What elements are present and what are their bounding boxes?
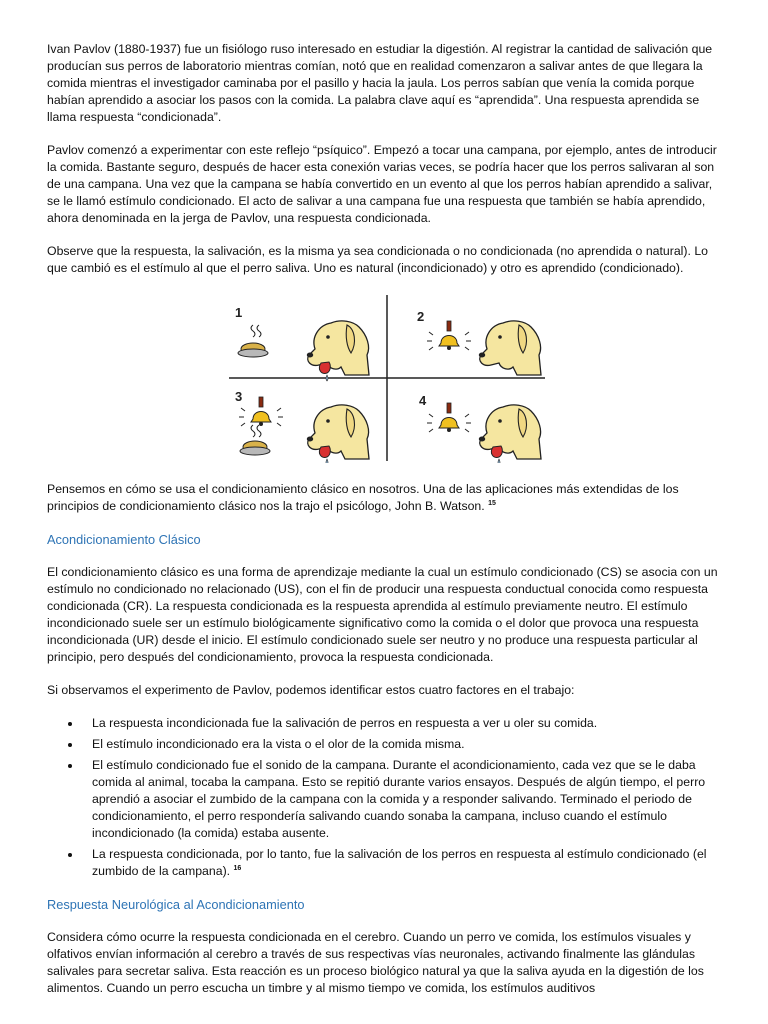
bell-icon <box>239 397 283 426</box>
pavlov-conditioning-illustration <box>229 293 545 463</box>
panel-number-2: 2 <box>417 309 425 324</box>
panel-number-4: 4 <box>419 393 427 408</box>
list-item: La respuesta incondicionada fue la salivación de perros en respuesta a ver u oler su comida. <box>92 715 725 732</box>
saliva-drop-icon <box>491 446 502 463</box>
paragraph-watson: Pensemos en cómo se usa el condicionamiento clásico en nosotros. Una de las aplicaciones más extendidas de los principios de condicionamiento clásico nos la trajo el psicólogo, John B. Watson. $^{15}$ <box>47 482 679 513</box>
panel-number-1: 1 <box>235 305 243 320</box>
pavlov-figure <box>47 293 725 463</box>
paragraph-neurological: Considera cómo ocurre la respuesta condicionada en el cerebro. Cuando un perro ve comida, los estímulos visuales y olfativos envían información al cerebro a través de sus respectivas vías neuronales, activando finalmente las glándulas salivales para secretar saliva. Esta reacción es un proceso biológico natural ya que la saliva ayuda en la digestión de los alimentos. Cuando un perro escucha un timbre y al mismo tiempo ve comida, los estímulos auditivos <box>47 930 704 995</box>
heading-acondicionamiento-clasico: Acondicionamiento Clásico <box>47 532 201 547</box>
dog-icon <box>307 321 369 375</box>
footnote-ref-15[interactable]: 15 <box>488 499 496 507</box>
list-item: El estímulo condicionado fue el sonido de la campana. Durante el acondicionamiento, cada vez que se le daba comida al animal, tocaba la campana. Esto se repitió durante varios ensayos. Después de algún tiempo, el perro aprendió a asociar el zumbido de la campana con la comida y a responder salivando. Terminado el periodo de condicionamiento, el perro respondería salivando cuando sonaba la campana, incluso cuando el estímulo incondicionado (la comida) estaba ausente. <box>92 757 725 842</box>
smell-lines-icon <box>251 325 261 337</box>
food-bowl-icon <box>238 343 268 357</box>
dog-icon <box>307 405 369 459</box>
document-body <box>47 41 725 1013</box>
dog-icon <box>479 321 541 375</box>
footnote-ref-16[interactable]: 16 <box>233 864 242 872</box>
paragraph-four-factors: Si observamos el experimento de Pavlov, podemos identificar estos cuatro factores en el trabajo: <box>47 683 575 697</box>
list-item: El estímulo incondicionado era la vista o el olor de la comida misma. <box>92 736 725 753</box>
bell-icon <box>427 403 471 432</box>
factors-list <box>47 715 725 880</box>
paragraph-classical-definition: El condicionamiento clásico es una forma de aprendizaje mediante la cual un estímulo condicionado (CS) se asocia con un estímulo no condicionado no relacionado (US), con el fin de producir una respuesta conductual conocida como respuesta condicionada (CR). La respuesta condicionada es la respuesta aprendida al estímulo previamente neutro. El estímulo incondicionado suele ser un estímulo biológicamente significativo como la comida o el dolor que provoca una respuesta incondicionada (UR) desde el inicio. El estímulo condicionado suele ser neutro y no produce una respuesta particular al principio, pero después del condicionamiento, provoca la respuesta condicionada. <box>47 565 718 664</box>
smell-lines-icon <box>251 425 261 437</box>
bell-icon <box>427 321 471 350</box>
list-item: La respuesta condicionada, por lo tanto, fue la salivación de los perros en respuesta al estímulo condicionado (el zumbido de la campana). $^{16}$ <box>92 846 725 880</box>
saliva-drop-icon <box>319 446 330 463</box>
dog-icon <box>479 405 541 459</box>
heading-respuesta-neurologica: Respuesta Neurológica al Acondicionamiento <box>47 897 305 912</box>
paragraph-response-note: Observe que la respuesta, la salivación, es la misma ya sea condicionada o no condicionada (no aprendida o natural). Lo que cambió es el estímulo al que el perro saliva. Uno es natural (incondicionado) y otro es aprendido (condicionado). <box>47 244 709 275</box>
paragraph-pavlov-experiment: Pavlov comenzó a experimentar con este reflejo “psíquico”. Empezó a tocar una campana, por ejemplo, antes de introducir la comida. Bastante seguro, después de hacer esta conexión varias veces, se podría hacer que los perros salivaran al son de una campana. Una vez que la campana se había convertido en un evento al que los perros habían aprendido a salivar, se le llamó estímulo condicionado. El acto de salivar a una campana fue una respuesta que también se había aprendido, ahora denominada en la jerga de Pavlov, una respuesta condicionada. <box>47 143 717 225</box>
panel-number-3: 3 <box>235 389 243 404</box>
food-bowl-icon <box>240 441 270 455</box>
paragraph-intro: Ivan Pavlov (1880-1937) fue un fisiólogo ruso interesado en estudiar la digestión. Al registrar la cantidad de salivación que producían sus perros de laboratorio mientras comían, notó que en realidad comenzaron a salivar antes de que llegara la comida mientras el investigador caminaba por el pasillo y hacia la jaula. Los perros sabían que venía la comida porque habían aprendido a asociar los pasos con la comida. La palabra clave aquí es “aprendida”. Una respuesta aprendida se llama respuesta “condicionada”. <box>47 42 713 124</box>
